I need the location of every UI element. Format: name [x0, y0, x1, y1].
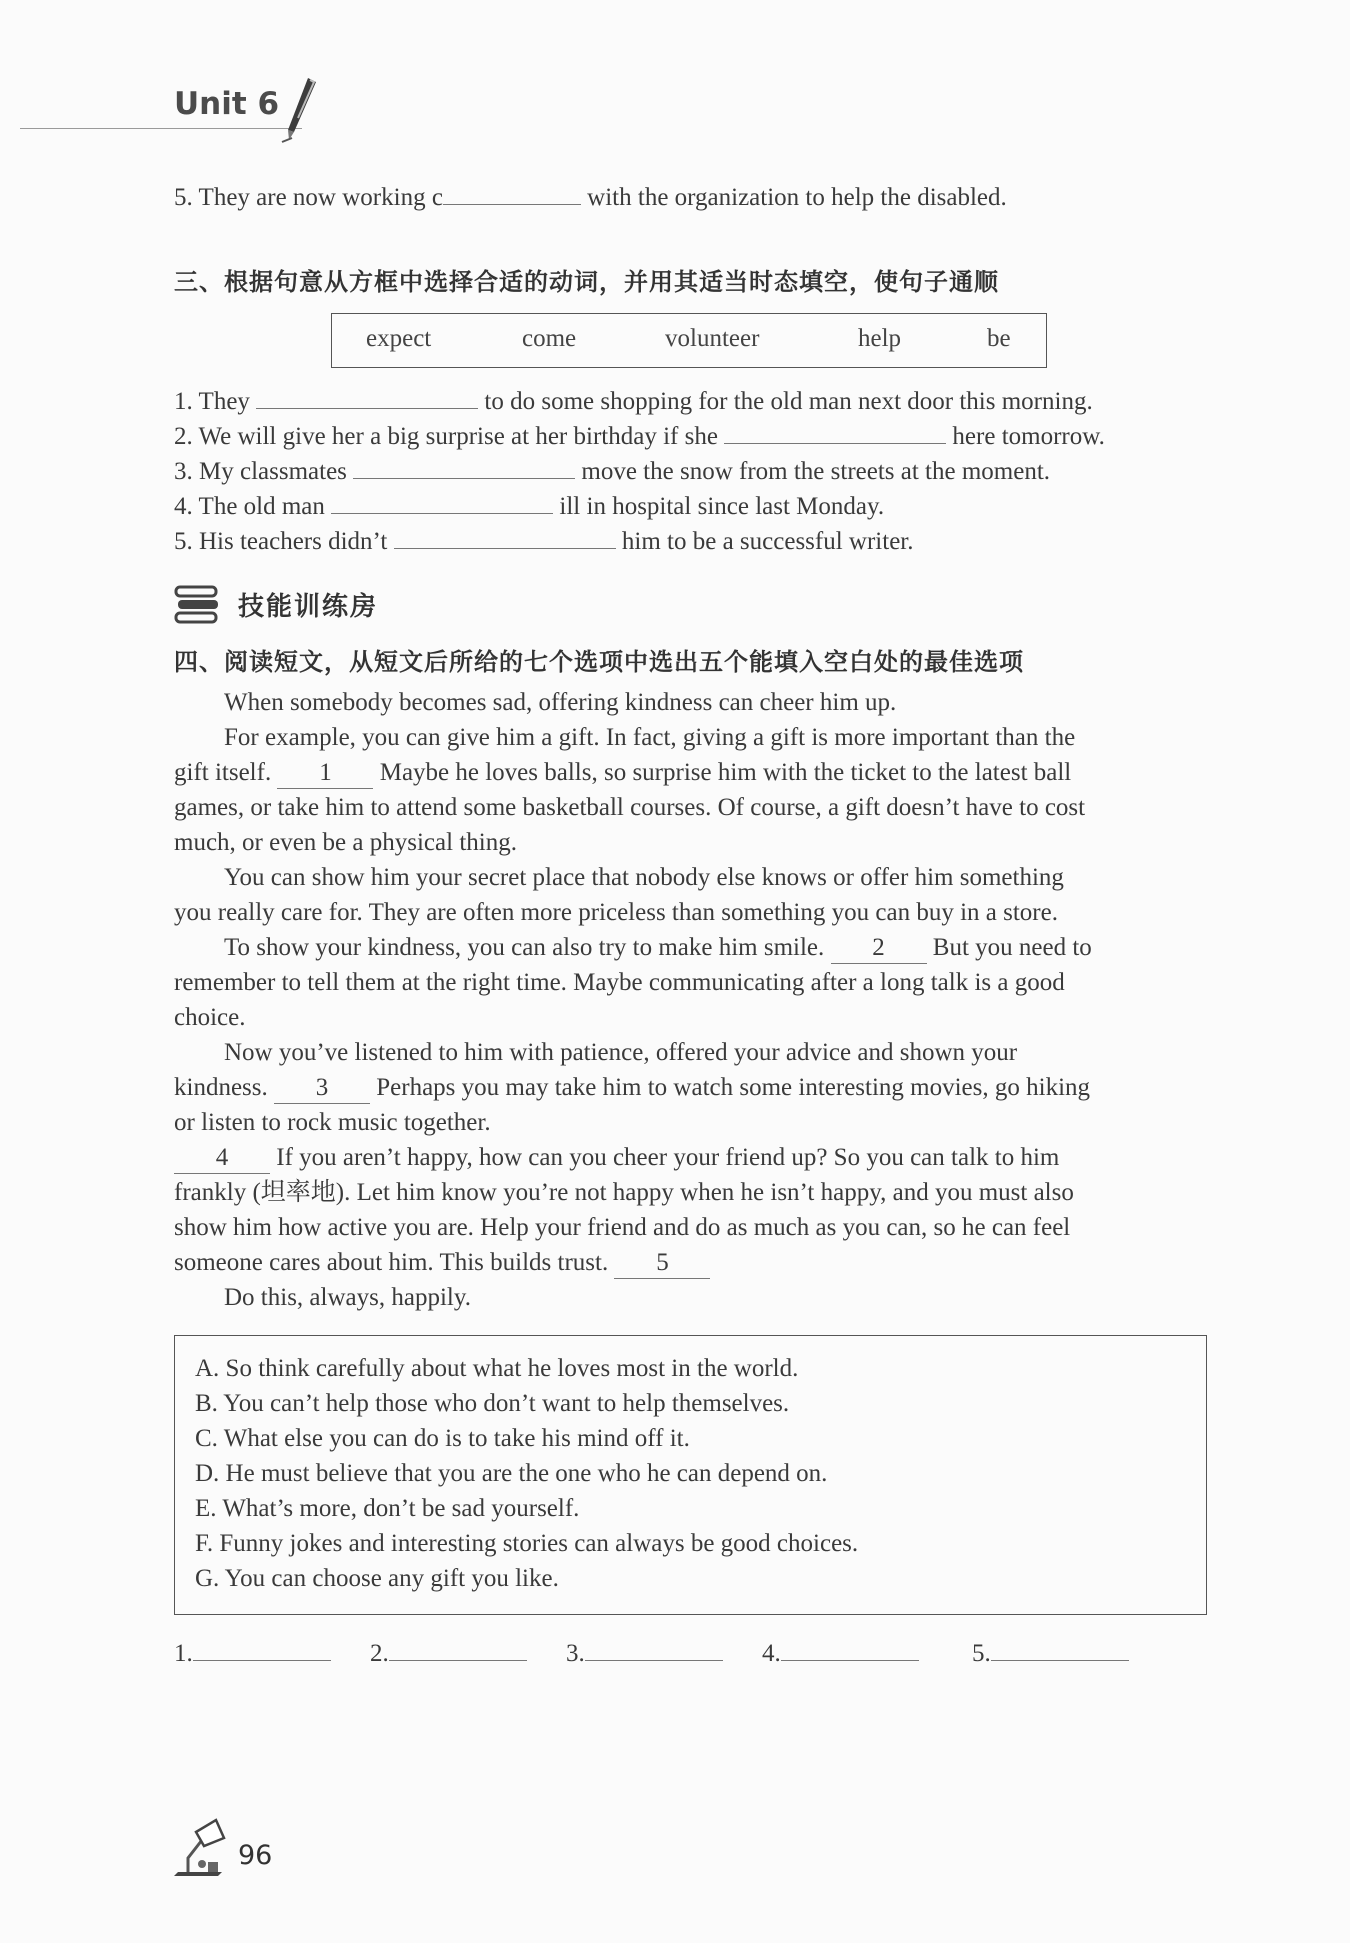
section4-heading: 四、阅读短文，从短文后所给的七个选项中选出五个能填入空白处的最佳选项 [174, 648, 1024, 676]
passage-text: Maybe he loves balls, so surprise him with the ticket to the latest ball [379, 759, 1072, 786]
answer-label: 1. [174, 1640, 193, 1667]
passage-text: To show your kindness, you can also try to make him smile. [224, 934, 825, 961]
passage-line: show him how active you are. Help your friend and do as much as you can, so he can feel [174, 1214, 1071, 1241]
fill-item-text: move the snow from the streets at the moment. [581, 458, 1051, 485]
fill-item-text: 1. They [174, 388, 250, 415]
answer-blank[interactable] [585, 1636, 723, 1661]
passage-line [174, 1140, 1209, 1175]
option-item: C. What else you can do is to take his mind off it. [195, 1425, 690, 1452]
passage-line [174, 930, 1209, 965]
answer-blank[interactable] [389, 1636, 527, 1661]
answer-slot [566, 1636, 723, 1668]
books-icon [174, 584, 220, 624]
answer-blank[interactable] [781, 1636, 919, 1661]
fill-item [174, 489, 884, 524]
answer-blank[interactable] [394, 524, 616, 549]
answer-label: 2. [370, 1640, 389, 1667]
answer-blank[interactable] [193, 1636, 331, 1661]
answer-slot [370, 1636, 527, 1668]
option-item: D. He must believe that you are the one who he can depend on. [195, 1460, 828, 1487]
fill-item-text: 5. His teachers didn’t [174, 528, 388, 555]
answer-label: 5. [972, 1640, 991, 1667]
answer-blank[interactable] [353, 454, 575, 479]
answer-label: 4. [762, 1640, 781, 1667]
word-option: be [987, 325, 1011, 352]
prev-item [174, 180, 1007, 215]
option-item: A. So think carefully about what he loves most in the world. [195, 1355, 799, 1382]
passage-line: frankly (坦率地). Let him know you’re not happy when he isn’t happy, and you must also [174, 1179, 1074, 1206]
passage-text: someone cares about him. This builds trust. [174, 1249, 609, 1276]
answer-slot [174, 1636, 331, 1668]
passage-line: remember to tell them at the right time. Maybe communicating after a long talk is a good [174, 969, 1065, 996]
fill-item-text: 3. My classmates [174, 458, 347, 485]
word-option: volunteer [665, 325, 760, 352]
answer-slot [762, 1636, 919, 1668]
prev-item-text-end: with the organization to help the disabled. [587, 184, 1007, 211]
answer-blank[interactable] [991, 1636, 1129, 1661]
fill-item-text: 2. We will give her a big surprise at her birthday if she [174, 423, 718, 450]
passage-line: or listen to rock music together. [174, 1109, 491, 1136]
desk-lamp-icon [172, 1818, 232, 1878]
fill-item [174, 524, 913, 559]
answer-label: 3. [566, 1640, 585, 1667]
fill-item-text: 4. The old man [174, 493, 325, 520]
option-item: B. You can’t help those who don’t want to help themselves. [195, 1390, 790, 1417]
passage-blank[interactable]: 1 [277, 758, 373, 789]
word-option: come [522, 325, 577, 352]
passage-line: games, or take him to attend some basketball courses. Of course, a gift doesn’t have to cost [174, 794, 1086, 821]
passage-line: You can show him your secret place that nobody else knows or offer him something [224, 864, 1064, 891]
word-option: help [858, 325, 902, 352]
passage-blank[interactable]: 3 [274, 1073, 370, 1104]
fill-item-text: ill in hospital since last Monday. [559, 493, 885, 520]
passage-line: you really care for. They are often more priceless than something you can buy in a store. [174, 899, 1058, 926]
passage-text: If you aren’t happy, how can you cheer your friend up? So you can talk to him [276, 1144, 1060, 1171]
passage-line: choice. [174, 1004, 246, 1031]
reading-passage [174, 685, 1209, 1315]
answer-blank[interactable] [724, 419, 946, 444]
passage-text: But you need to [932, 934, 1092, 961]
passage-text: kindness. [174, 1074, 268, 1101]
passage-line: When somebody becomes sad, offering kindness can cheer him up. [224, 689, 897, 716]
option-item: G. You can choose any gift you like. [195, 1565, 559, 1592]
fill-item [174, 419, 1105, 454]
passage-text: Perhaps you may take him to watch some interesting movies, go hiking [376, 1074, 1091, 1101]
passage-line: For example, you can give him a gift. In fact, giving a gift is more important than the [224, 724, 1076, 751]
fill-item-text: here tomorrow. [952, 423, 1105, 450]
skills-section-label: 技能训练房 [238, 592, 379, 622]
word-option: expect [366, 325, 432, 352]
passage-line [174, 1070, 1209, 1105]
fill-item [174, 384, 1093, 419]
passage-blank[interactable]: 5 [614, 1248, 710, 1279]
passage-blank[interactable]: 2 [831, 933, 927, 964]
fill-item-text: him to be a successful writer. [621, 528, 914, 555]
passage-line [174, 755, 1209, 790]
answer-slot [972, 1636, 1129, 1668]
answer-blank[interactable] [256, 384, 478, 409]
word-box [331, 313, 1047, 368]
header-rule [20, 128, 302, 129]
passage-line: much, or even be a physical thing. [174, 829, 517, 856]
pen-icon [278, 74, 322, 144]
fill-item-text: to do some shopping for the old man next door this morning. [484, 388, 1093, 415]
passage-blank[interactable]: 4 [174, 1143, 270, 1174]
option-item: F. Funny jokes and interesting stories can always be good choices. [195, 1530, 859, 1557]
prev-item-text: 5. They are now working c [174, 184, 443, 211]
passage-line: Do this, always, happily. [224, 1284, 471, 1311]
options-box [174, 1335, 1207, 1615]
passage-line [174, 1245, 1209, 1280]
answer-blank[interactable] [443, 180, 581, 205]
section3-heading: 三、根据句意从方框中选择合适的动词，并用其适当时态填空，使句子通顺 [174, 268, 999, 296]
option-item: E. What’s more, don’t be sad yourself. [195, 1495, 580, 1522]
answer-blank[interactable] [331, 489, 553, 514]
passage-line: Now you’ve listened to him with patience, offered your advice and shown your [224, 1039, 1018, 1066]
passage-text: gift itself. [174, 759, 272, 786]
unit-title: Unit 6 [174, 86, 280, 122]
fill-item [174, 454, 1050, 489]
page-number: 96 [238, 1840, 273, 1871]
